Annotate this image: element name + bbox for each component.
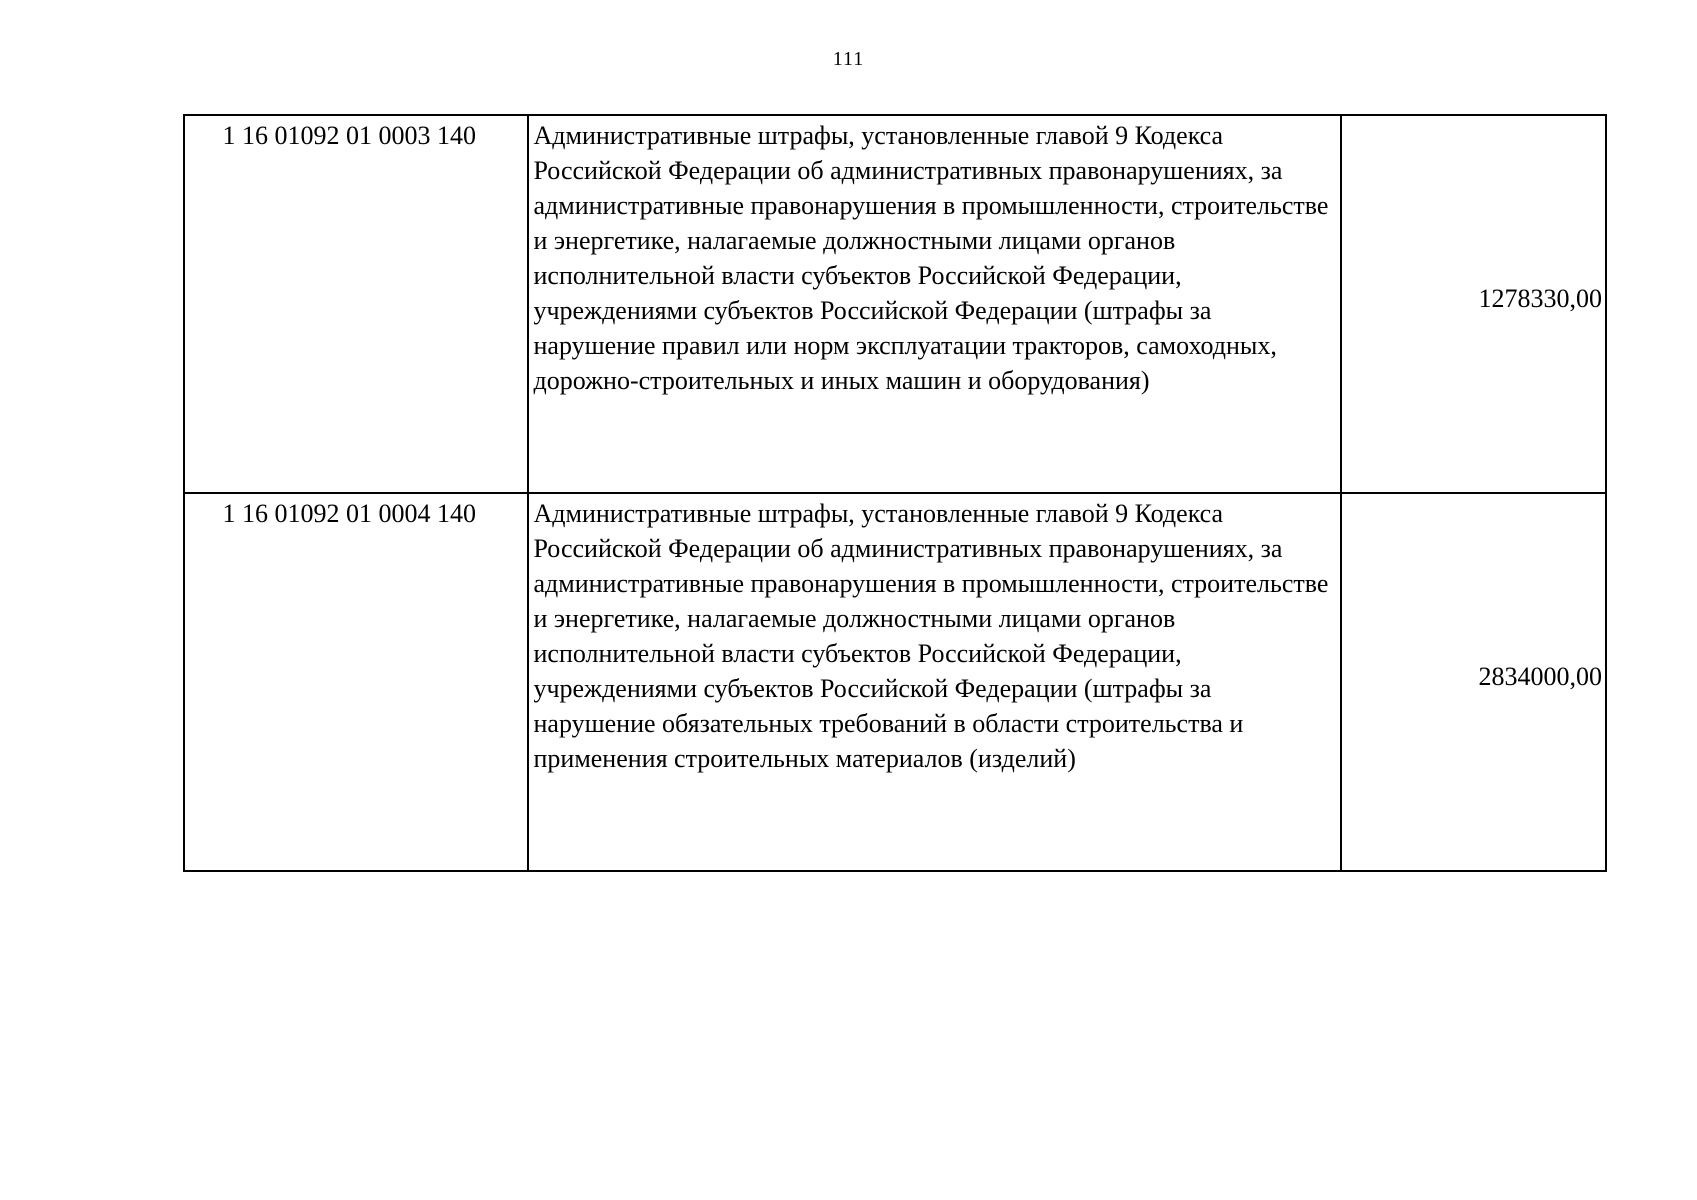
budget-code: 1 16 01092 01 0004 140: [222, 499, 476, 528]
description-cell: Административные штрафы, установленные главой 9 Кодекса Российской Федерации об административных правонарушениях, за административные правонарушения в промышленности, строительстве и энергетике, налагаемые должностными лицами органов исполнительной власти субъектов Российской Федерации, учреждениями субъектов Российской Федерации (штрафы за нарушение правил или норм эксплуатации тракторов, самоходных, дорожно-строительных и иных машин и оборудования): [528, 115, 1340, 493]
budget-code-cell: [184, 493, 528, 871]
amount-cell: 1278330,00: [1341, 115, 1606, 493]
budget-code-cell: [184, 115, 528, 493]
budget-table: [183, 114, 1607, 872]
amount-cell: 2834000,00: [1341, 493, 1606, 871]
budget-code: 1 16 01092 01 0003 140: [222, 121, 476, 150]
page-number: 111: [832, 48, 865, 70]
description-cell: Административные штрафы, установленные главой 9 Кодекса Российской Федерации об административных правонарушениях, за административные правонарушения в промышленности, строительстве и энергетике, налагаемые должностными лицами органов исполнительной власти субъектов Российской Федерации, учреждениями субъектов Российской Федерации (штрафы за нарушение обязательных требований в области строительства и применения строительных материалов (изделий): [528, 493, 1340, 871]
table-row: [184, 493, 1606, 871]
table-row: [184, 115, 1606, 493]
